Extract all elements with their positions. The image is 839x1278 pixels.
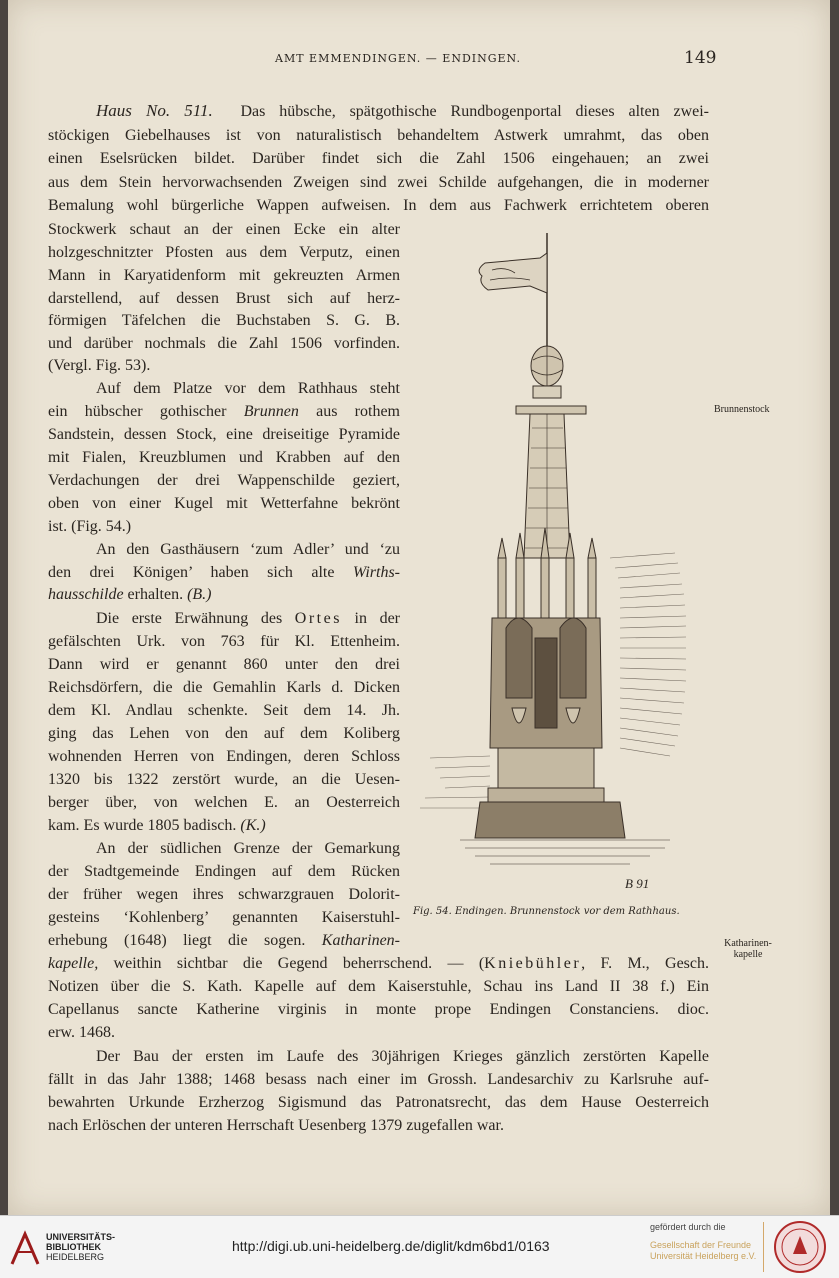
text-line: Die erste Erwähnung des Ortes in der: [96, 610, 401, 627]
text-line: Verdachungen der drei Wappenschilde geziert,: [48, 472, 400, 489]
permalink-url[interactable]: http://digi.ub.uni-heidelberg.de/diglit/kdm6bd1/0163: [232, 1238, 550, 1254]
text-line: kapelle, weithin sichtbar die Gegend beherrschend. — (Kniebühler, F. M., Gesch.: [48, 955, 710, 972]
text-line: An der südlichen Grenze der Gemarkung: [96, 840, 400, 857]
margin-note-katharinenkapelle: Katharinen- kapelle: [724, 938, 772, 960]
text-line: und darüber nochmals die Zahl 1506 vorfinden.: [48, 335, 400, 352]
text-line: oben von einer Kugel mit Wetterfahne bekrönt: [48, 495, 400, 512]
text-line: Notizen über die S. Kath. Kapelle auf dem Kaiserstuhle, Schau ins Land II 38 f.) Ein: [48, 978, 709, 995]
artist-signature: B 91: [625, 876, 650, 891]
text-line: den drei Königen’ haben sich alte Wirths-: [48, 564, 400, 581]
page-number: 149: [684, 48, 717, 68]
text-line: holzgeschnitzter Pfosten aus dem Verputz, einen: [48, 244, 400, 261]
text-line: dem Kl. Andlau schenkte. Seit dem 14. Jh.: [48, 702, 400, 719]
text-line: bewahrten Urkunde Erzherzog Sigismund das Patronatsrecht, das dem Hause Oesterreich: [48, 1094, 709, 1111]
text-line: darstellend, auf dessen Brust sich auf herz-: [48, 290, 400, 307]
running-head: AMT EMMENDINGEN. — ENDINGEN.: [275, 52, 521, 65]
text-line: erhebung (1648) liegt die sogen. Katharinen-: [48, 932, 400, 949]
sponsor-divider: [763, 1222, 764, 1272]
text-line: der Stadtgemeinde Endingen auf dem Rücken: [48, 863, 400, 880]
text-line: ist. (Fig. 54.): [48, 518, 132, 535]
margin-note-brunnenstock: Brunnenstock: [714, 404, 770, 415]
text-line: Reichsdörfern, die die Gemahlin Karls d. Dicken: [48, 679, 400, 696]
figure-caption: Fig. 54. Endingen. Brunnenstock vor dem Rathhaus.: [413, 906, 680, 917]
sponsor-label: gefördert durch die: [650, 1222, 726, 1232]
university-seal-icon: [773, 1220, 827, 1274]
text-line: nach Erlöschen der unteren Herrschaft Uesenberg 1379 zugefallen war.: [48, 1117, 504, 1134]
library-name[interactable]: UNIVERSITÄTS- BIBLIOTHEK HEIDELBERG: [46, 1232, 116, 1262]
text-line: erw. 1468.: [48, 1024, 115, 1041]
fountain-engraving: [420, 228, 720, 908]
text-line: stöckigen Giebelhauses ist von naturalistisch behandeltem Astwerk umrahmt, das oben: [48, 127, 709, 144]
text-line: Capellanus sancte Katherine virginis in monte prope Endingen Constanciens. dioc.: [48, 1001, 709, 1018]
text-line: ging das Lehen von den auf dem Koliberg: [48, 725, 400, 742]
text-line: Dann wird er genannt 860 unter den drei: [48, 656, 400, 673]
text-line: An den Gasthäusern ‘zum Adler’ und ‘zu: [96, 541, 400, 558]
sponsor-name[interactable]: Gesellschaft der Freunde Universität Heidelberg e.V.: [650, 1240, 757, 1261]
text-line: der früher wegen ihres schwarzgrauen Dolorit-: [48, 886, 400, 903]
text-line: einen Eselsrücken bildet. Darüber findet sich die Zahl 1506 eingehauen; an zwei: [48, 150, 709, 167]
text-line: fällt in das Jahr 1388; 1468 besass nach einer im Grossh. Landesarchiv zu Karlsruhe auf-: [48, 1071, 709, 1088]
text-line: mit Fialen, Kreuzblumen und Krabben auf den: [48, 449, 400, 466]
text-line: förmigen Täfelchen die Buchstaben S. G. B.: [48, 312, 400, 329]
text-line: kam. Es wurde 1805 badisch. (K.): [48, 817, 266, 834]
text-line: ein hübscher gothischer Brunnen aus rothem: [48, 403, 401, 420]
text-line: wohnenden Herren von Endingen, deren Schloss: [48, 748, 400, 765]
text-line: 1320 bis 1322 zerstört wurde, an die Uesen-: [48, 771, 400, 788]
text-line: hausschilde erhalten. (B.): [48, 586, 212, 603]
text-line: Mann in Karyatidenform mit gekreuzten Armen: [48, 267, 400, 284]
text-line: Stockwerk schaut an der einen Ecke ein alter: [48, 221, 400, 238]
text-line: gesteins ‘Kohlenberg’ genannten Kaiserstuhl-: [48, 909, 400, 926]
text-line: (Vergl. Fig. 53).: [48, 357, 151, 374]
text-line: Bemalung wohl bürgerliche Wappen aufweisen. In dem aus Fachwerk errichtetem oberen: [48, 197, 709, 214]
text-line: Auf dem Platze vor dem Rathhaus steht: [96, 380, 400, 397]
footer-bar: [0, 1215, 839, 1278]
scanned-page: [8, 0, 830, 1215]
text-line: berger über, von welchen E. an Oesterreich: [48, 794, 400, 811]
library-logo-icon[interactable]: [10, 1230, 40, 1266]
text-line: gefälschten Urk. von 763 für Kl. Ettenheim.: [48, 633, 400, 650]
text-line: Haus No. 511. Das hübsche, spätgothische Rundbogenportal dieses alten zwei-: [96, 101, 709, 120]
text-line: Sandstein, dessen Stock, eine dreiseitige Pyramide: [48, 426, 400, 443]
text-line: aus dem Stein hervorwachsenden Zweigen sind zwei Schilde aufgehangen, die in moderner: [48, 174, 709, 191]
text-line: Der Bau der ersten im Laufe des 30jährigen Krieges gänzlich zerstörten Kapelle: [96, 1048, 709, 1065]
